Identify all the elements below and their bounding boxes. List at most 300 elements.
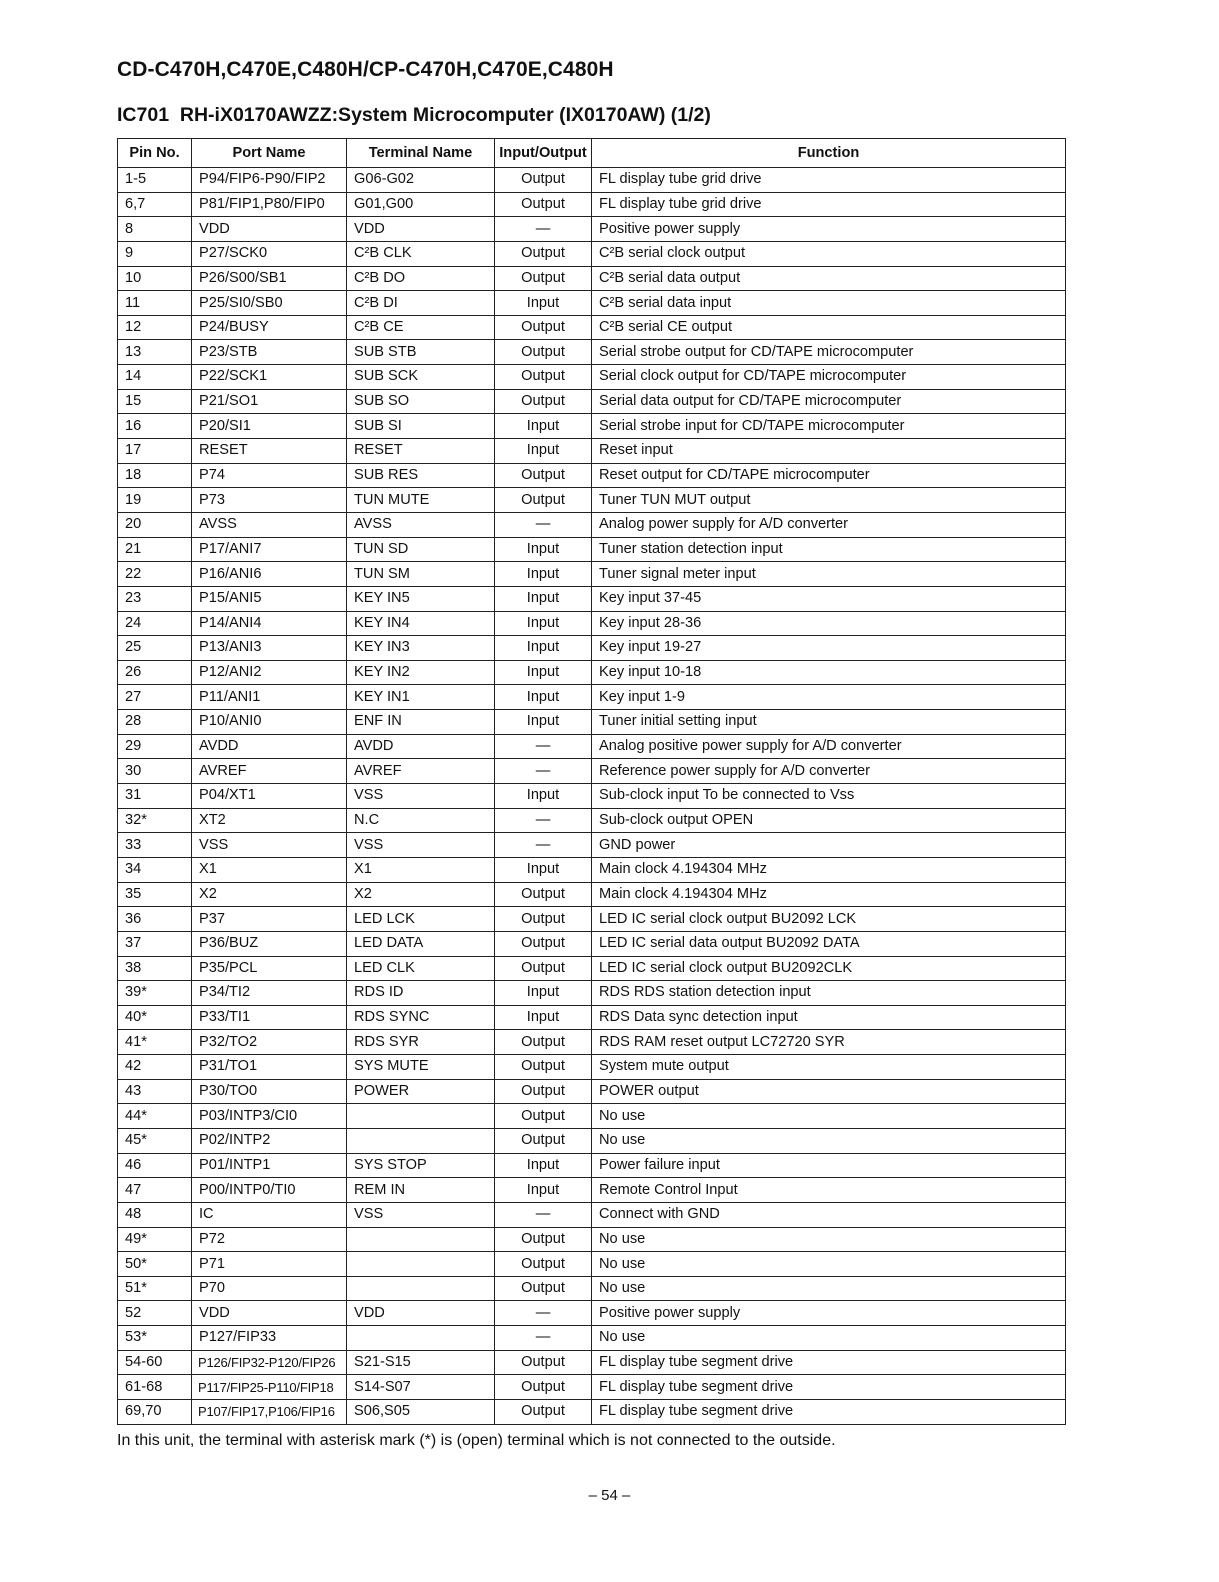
function-cell: Serial strobe input for CD/TAPE microcomputer [592, 414, 1066, 439]
pin-no-cell: 11 [118, 291, 192, 316]
io-cell: Input [495, 537, 592, 562]
port-name-cell: P24/BUSY [192, 315, 347, 340]
function-cell: Sub-clock input To be connected to Vss [592, 784, 1066, 809]
io-cell: — [495, 1326, 592, 1351]
port-name-cell: P94/FIP6-P90/FIP2 [192, 168, 347, 193]
port-name-cell: P02/INTP2 [192, 1128, 347, 1153]
pin-no-cell: 24 [118, 611, 192, 636]
table-row [118, 1202, 1066, 1227]
port-name-cell: X1 [192, 857, 347, 882]
pin-no-cell: 15 [118, 389, 192, 414]
port-name-cell: P107/FIP17,P106/FIP16 [192, 1400, 347, 1425]
io-cell: Input [495, 1178, 592, 1203]
io-cell: — [495, 808, 592, 833]
terminal-name-cell: G01,G00 [347, 192, 495, 217]
terminal-name-cell: SYS MUTE [347, 1055, 495, 1080]
io-cell: Output [495, 907, 592, 932]
pin-no-cell: 40* [118, 1005, 192, 1030]
port-name-cell: P72 [192, 1227, 347, 1252]
table-row [118, 956, 1066, 981]
terminal-name-cell: RDS ID [347, 981, 495, 1006]
pin-no-cell: 17 [118, 439, 192, 464]
terminal-name-cell: C²B DI [347, 291, 495, 316]
table-row [118, 611, 1066, 636]
table-row [118, 1400, 1066, 1425]
port-name-cell: P26/S00/SB1 [192, 266, 347, 291]
function-cell: Key input 1-9 [592, 685, 1066, 710]
pin-no-cell: 12 [118, 315, 192, 340]
table-row [118, 315, 1066, 340]
terminal-name-cell: LED DATA [347, 931, 495, 956]
port-name-cell: P35/PCL [192, 956, 347, 981]
table-row [118, 1030, 1066, 1055]
pin-no-cell: 43 [118, 1079, 192, 1104]
terminal-name-cell: C²B CLK [347, 241, 495, 266]
port-name-cell: P10/ANI0 [192, 710, 347, 735]
io-cell: — [495, 217, 592, 242]
port-name-cell: P117/FIP25-P110/FIP18 [192, 1375, 347, 1400]
io-cell: Output [495, 266, 592, 291]
pin-table-body [118, 168, 1066, 1425]
io-cell: Input [495, 439, 592, 464]
terminal-name-cell: S14-S07 [347, 1375, 495, 1400]
io-cell: Output [495, 1252, 592, 1277]
function-cell: FL display tube grid drive [592, 168, 1066, 193]
port-name-cell: P21/SO1 [192, 389, 347, 414]
table-row [118, 414, 1066, 439]
table-header-row [118, 139, 1066, 168]
function-cell: No use [592, 1276, 1066, 1301]
terminal-name-cell: LED LCK [347, 907, 495, 932]
port-name-cell: P27/SCK0 [192, 241, 347, 266]
pin-no-cell: 35 [118, 882, 192, 907]
terminal-name-cell: SUB SI [347, 414, 495, 439]
function-cell: Positive power supply [592, 1301, 1066, 1326]
port-name-cell: P14/ANI4 [192, 611, 347, 636]
pin-no-cell: 54-60 [118, 1350, 192, 1375]
pin-no-cell: 1-5 [118, 168, 192, 193]
table-row [118, 562, 1066, 587]
terminal-name-cell [347, 1227, 495, 1252]
table-row [118, 808, 1066, 833]
table-row [118, 291, 1066, 316]
pin-no-cell: 32* [118, 808, 192, 833]
port-name-cell: P25/SI0/SB0 [192, 291, 347, 316]
pin-no-cell: 14 [118, 365, 192, 390]
port-name-cell: P23/STB [192, 340, 347, 365]
header-terminal-name: Terminal Name [347, 139, 495, 168]
pin-no-cell: 41* [118, 1030, 192, 1055]
function-cell: C²B serial data input [592, 291, 1066, 316]
pin-no-cell: 36 [118, 907, 192, 932]
terminal-name-cell: KEY IN2 [347, 660, 495, 685]
pin-no-cell: 19 [118, 488, 192, 513]
port-name-cell: RESET [192, 439, 347, 464]
table-row [118, 439, 1066, 464]
function-cell: Reset input [592, 439, 1066, 464]
io-cell: Output [495, 1227, 592, 1252]
port-name-cell: P73 [192, 488, 347, 513]
port-name-cell: P126/FIP32-P120/FIP26 [192, 1350, 347, 1375]
pin-no-cell: 21 [118, 537, 192, 562]
port-name-cell: VSS [192, 833, 347, 858]
function-cell: Main clock 4.194304 MHz [592, 882, 1066, 907]
port-name-cell: P127/FIP33 [192, 1326, 347, 1351]
table-row [118, 1153, 1066, 1178]
pin-no-cell: 29 [118, 734, 192, 759]
port-name-cell: P31/TO1 [192, 1055, 347, 1080]
function-cell: Analog power supply for A/D converter [592, 512, 1066, 537]
terminal-name-cell: SYS STOP [347, 1153, 495, 1178]
function-cell: Analog positive power supply for A/D converter [592, 734, 1066, 759]
port-name-cell: P74 [192, 463, 347, 488]
table-row [118, 931, 1066, 956]
table-row [118, 488, 1066, 513]
table-row [118, 340, 1066, 365]
table-row [118, 833, 1066, 858]
table-row [118, 981, 1066, 1006]
port-name-cell: P37 [192, 907, 347, 932]
table-row [118, 217, 1066, 242]
terminal-name-cell: VDD [347, 217, 495, 242]
table-row [118, 1276, 1066, 1301]
port-name-cell: P34/TI2 [192, 981, 347, 1006]
io-cell: — [495, 1202, 592, 1227]
port-name-cell: AVSS [192, 512, 347, 537]
terminal-name-cell: KEY IN4 [347, 611, 495, 636]
port-name-cell: AVDD [192, 734, 347, 759]
port-name-cell: P30/TO0 [192, 1079, 347, 1104]
terminal-name-cell: X1 [347, 857, 495, 882]
table-row [118, 365, 1066, 390]
io-cell: Output [495, 315, 592, 340]
function-cell: Key input 28-36 [592, 611, 1066, 636]
table-row [118, 636, 1066, 661]
port-name-cell: P20/SI1 [192, 414, 347, 439]
pin-no-cell: 13 [118, 340, 192, 365]
port-name-cell: P12/ANI2 [192, 660, 347, 685]
terminal-name-cell: KEY IN5 [347, 586, 495, 611]
port-name-cell: P17/ANI7 [192, 537, 347, 562]
port-name-cell: VDD [192, 1301, 347, 1326]
pin-no-cell: 31 [118, 784, 192, 809]
terminal-name-cell: N.C [347, 808, 495, 833]
terminal-name-cell: KEY IN1 [347, 685, 495, 710]
table-row [118, 1301, 1066, 1326]
table-row [118, 1252, 1066, 1277]
terminal-name-cell [347, 1128, 495, 1153]
pin-no-cell: 8 [118, 217, 192, 242]
port-name-cell: P71 [192, 1252, 347, 1277]
pin-table [117, 138, 1066, 1425]
section-title: IC701 RH-iX0170AWZZ:System Microcomputer (IX0170AW) (1/2) [117, 104, 711, 126]
terminal-name-cell [347, 1276, 495, 1301]
io-cell: Output [495, 389, 592, 414]
io-cell: Output [495, 1055, 592, 1080]
terminal-name-cell: ENF IN [347, 710, 495, 735]
port-name-cell: P13/ANI3 [192, 636, 347, 661]
terminal-name-cell: VSS [347, 784, 495, 809]
port-name-cell: AVREF [192, 759, 347, 784]
table-row [118, 586, 1066, 611]
function-cell: Key input 10-18 [592, 660, 1066, 685]
pin-no-cell: 16 [118, 414, 192, 439]
table-row [118, 389, 1066, 414]
port-name-cell: VDD [192, 217, 347, 242]
table-row [118, 660, 1066, 685]
function-cell: No use [592, 1227, 1066, 1252]
terminal-name-cell: SUB SCK [347, 365, 495, 390]
io-cell: Output [495, 168, 592, 193]
port-name-cell: P16/ANI6 [192, 562, 347, 587]
function-cell: FL display tube segment drive [592, 1375, 1066, 1400]
terminal-name-cell: C²B DO [347, 266, 495, 291]
table-row [118, 512, 1066, 537]
table-row [118, 734, 1066, 759]
port-name-cell: P03/INTP3/CI0 [192, 1104, 347, 1129]
table-row [118, 907, 1066, 932]
function-cell: Tuner signal meter input [592, 562, 1066, 587]
function-cell: FL display tube grid drive [592, 192, 1066, 217]
terminal-name-cell: SUB SO [347, 389, 495, 414]
port-name-cell: P15/ANI5 [192, 586, 347, 611]
terminal-name-cell: TUN SM [347, 562, 495, 587]
io-cell: Input [495, 784, 592, 809]
function-cell: Remote Control Input [592, 1178, 1066, 1203]
io-cell: Output [495, 956, 592, 981]
terminal-name-cell: REM IN [347, 1178, 495, 1203]
port-name-cell: P70 [192, 1276, 347, 1301]
io-cell: Input [495, 414, 592, 439]
function-cell: No use [592, 1104, 1066, 1129]
io-cell: Input [495, 1005, 592, 1030]
function-cell: Main clock 4.194304 MHz [592, 857, 1066, 882]
port-name-cell: P32/TO2 [192, 1030, 347, 1055]
io-cell: Output [495, 931, 592, 956]
pin-no-cell: 37 [118, 931, 192, 956]
function-cell: Tuner initial setting input [592, 710, 1066, 735]
pin-no-cell: 20 [118, 512, 192, 537]
port-name-cell: P00/INTP0/TI0 [192, 1178, 347, 1203]
function-cell: Key input 37-45 [592, 586, 1066, 611]
io-cell: Output [495, 1400, 592, 1425]
pin-no-cell: 27 [118, 685, 192, 710]
function-cell: LED IC serial clock output BU2092 LCK [592, 907, 1066, 932]
terminal-name-cell: TUN SD [347, 537, 495, 562]
port-name-cell: P36/BUZ [192, 931, 347, 956]
io-cell: Output [495, 365, 592, 390]
function-cell: FL display tube segment drive [592, 1400, 1066, 1425]
function-cell: RDS RAM reset output LC72720 SYR [592, 1030, 1066, 1055]
table-row [118, 1128, 1066, 1153]
io-cell: Input [495, 1153, 592, 1178]
io-cell: Output [495, 1276, 592, 1301]
table-row [118, 1326, 1066, 1351]
io-cell: — [495, 833, 592, 858]
pin-no-cell: 6,7 [118, 192, 192, 217]
header-pin-no: Pin No. [118, 139, 192, 168]
io-cell: Output [495, 1375, 592, 1400]
terminal-name-cell: POWER [347, 1079, 495, 1104]
io-cell: — [495, 734, 592, 759]
function-cell: Tuner TUN MUT output [592, 488, 1066, 513]
terminal-name-cell: VSS [347, 833, 495, 858]
terminal-name-cell: C²B CE [347, 315, 495, 340]
port-name-cell: P04/XT1 [192, 784, 347, 809]
table-row [118, 1005, 1066, 1030]
io-cell: Input [495, 562, 592, 587]
table-row [118, 1178, 1066, 1203]
terminal-name-cell [347, 1252, 495, 1277]
function-cell: POWER output [592, 1079, 1066, 1104]
function-cell: C²B serial data output [592, 266, 1066, 291]
port-name-cell: X2 [192, 882, 347, 907]
function-cell: Power failure input [592, 1153, 1066, 1178]
pin-no-cell: 30 [118, 759, 192, 784]
function-cell: FL display tube segment drive [592, 1350, 1066, 1375]
io-cell: Output [495, 192, 592, 217]
table-row [118, 685, 1066, 710]
pin-no-cell: 50* [118, 1252, 192, 1277]
terminal-name-cell: RDS SYNC [347, 1005, 495, 1030]
function-cell: Reference power supply for A/D converter [592, 759, 1066, 784]
io-cell: — [495, 512, 592, 537]
terminal-name-cell: RDS SYR [347, 1030, 495, 1055]
terminal-name-cell: AVDD [347, 734, 495, 759]
table-row [118, 1375, 1066, 1400]
function-cell: Positive power supply [592, 217, 1066, 242]
port-name-cell: P81/FIP1,P80/FIP0 [192, 192, 347, 217]
function-cell: LED IC serial data output BU2092 DATA [592, 931, 1066, 956]
terminal-name-cell: VSS [347, 1202, 495, 1227]
terminal-name-cell [347, 1104, 495, 1129]
pin-no-cell: 22 [118, 562, 192, 587]
io-cell: Output [495, 882, 592, 907]
io-cell: Output [495, 463, 592, 488]
pin-no-cell: 38 [118, 956, 192, 981]
pin-no-cell: 45* [118, 1128, 192, 1153]
pin-no-cell: 18 [118, 463, 192, 488]
io-cell: Output [495, 488, 592, 513]
header-port-name: Port Name [192, 139, 347, 168]
function-cell: LED IC serial clock output BU2092CLK [592, 956, 1066, 981]
terminal-name-cell: X2 [347, 882, 495, 907]
port-name-cell: P01/INTP1 [192, 1153, 347, 1178]
table-row [118, 537, 1066, 562]
io-cell: Output [495, 340, 592, 365]
function-cell: No use [592, 1128, 1066, 1153]
terminal-name-cell: LED CLK [347, 956, 495, 981]
pin-no-cell: 61-68 [118, 1375, 192, 1400]
pin-no-cell: 23 [118, 586, 192, 611]
function-cell: RDS RDS station detection input [592, 981, 1066, 1006]
function-cell: Tuner station detection input [592, 537, 1066, 562]
pin-no-cell: 52 [118, 1301, 192, 1326]
pin-no-cell: 26 [118, 660, 192, 685]
terminal-name-cell: VDD [347, 1301, 495, 1326]
terminal-name-cell: RESET [347, 439, 495, 464]
io-cell: Output [495, 1104, 592, 1129]
table-row [118, 1104, 1066, 1129]
function-cell: Sub-clock output OPEN [592, 808, 1066, 833]
function-cell: Serial strobe output for CD/TAPE microcomputer [592, 340, 1066, 365]
io-cell: Input [495, 685, 592, 710]
table-row [118, 463, 1066, 488]
io-cell: Output [495, 1128, 592, 1153]
io-cell: Input [495, 660, 592, 685]
table-row [118, 857, 1066, 882]
terminal-name-cell: S21-S15 [347, 1350, 495, 1375]
pin-no-cell: 46 [118, 1153, 192, 1178]
pin-no-cell: 33 [118, 833, 192, 858]
table-row [118, 784, 1066, 809]
pin-no-cell: 39* [118, 981, 192, 1006]
function-cell: C²B serial CE output [592, 315, 1066, 340]
pin-no-cell: 48 [118, 1202, 192, 1227]
table-row [118, 266, 1066, 291]
function-cell: Connect with GND [592, 1202, 1066, 1227]
table-row [118, 710, 1066, 735]
table-row [118, 241, 1066, 266]
function-cell: No use [592, 1326, 1066, 1351]
function-cell: Key input 19-27 [592, 636, 1066, 661]
terminal-name-cell: G06-G02 [347, 168, 495, 193]
function-cell: GND power [592, 833, 1066, 858]
io-cell: Input [495, 291, 592, 316]
table-row [118, 1055, 1066, 1080]
function-cell: System mute output [592, 1055, 1066, 1080]
port-name-cell: IC [192, 1202, 347, 1227]
pin-no-cell: 69,70 [118, 1400, 192, 1425]
io-cell: Output [495, 1350, 592, 1375]
page-number: – 54 – [588, 1487, 631, 1504]
function-cell: No use [592, 1252, 1066, 1277]
terminal-name-cell: S06,S05 [347, 1400, 495, 1425]
io-cell: Input [495, 981, 592, 1006]
pin-no-cell: 47 [118, 1178, 192, 1203]
function-cell: Serial data output for CD/TAPE microcomputer [592, 389, 1066, 414]
pin-no-cell: 28 [118, 710, 192, 735]
port-name-cell: P33/TI1 [192, 1005, 347, 1030]
table-row [118, 882, 1066, 907]
pin-no-cell: 51* [118, 1276, 192, 1301]
function-cell: Serial clock output for CD/TAPE microcomputer [592, 365, 1066, 390]
pin-no-cell: 9 [118, 241, 192, 266]
table-row [118, 1350, 1066, 1375]
pin-no-cell: 49* [118, 1227, 192, 1252]
io-cell: Input [495, 857, 592, 882]
pin-no-cell: 25 [118, 636, 192, 661]
table-row [118, 1079, 1066, 1104]
terminal-name-cell: AVREF [347, 759, 495, 784]
pin-no-cell: 42 [118, 1055, 192, 1080]
io-cell: — [495, 759, 592, 784]
io-cell: Input [495, 710, 592, 735]
port-name-cell: P11/ANI1 [192, 685, 347, 710]
function-cell: RDS Data sync detection input [592, 1005, 1066, 1030]
terminal-name-cell: AVSS [347, 512, 495, 537]
model-title: CD-C470H,C470E,C480H/CP-C470H,C470E,C480H [117, 58, 614, 81]
io-cell: Output [495, 241, 592, 266]
pin-no-cell: 44* [118, 1104, 192, 1129]
pin-no-cell: 53* [118, 1326, 192, 1351]
terminal-name-cell: SUB RES [347, 463, 495, 488]
terminal-name-cell: TUN MUTE [347, 488, 495, 513]
table-row [118, 1227, 1066, 1252]
header-function: Function [592, 139, 1066, 168]
io-cell: — [495, 1301, 592, 1326]
io-cell: Input [495, 636, 592, 661]
